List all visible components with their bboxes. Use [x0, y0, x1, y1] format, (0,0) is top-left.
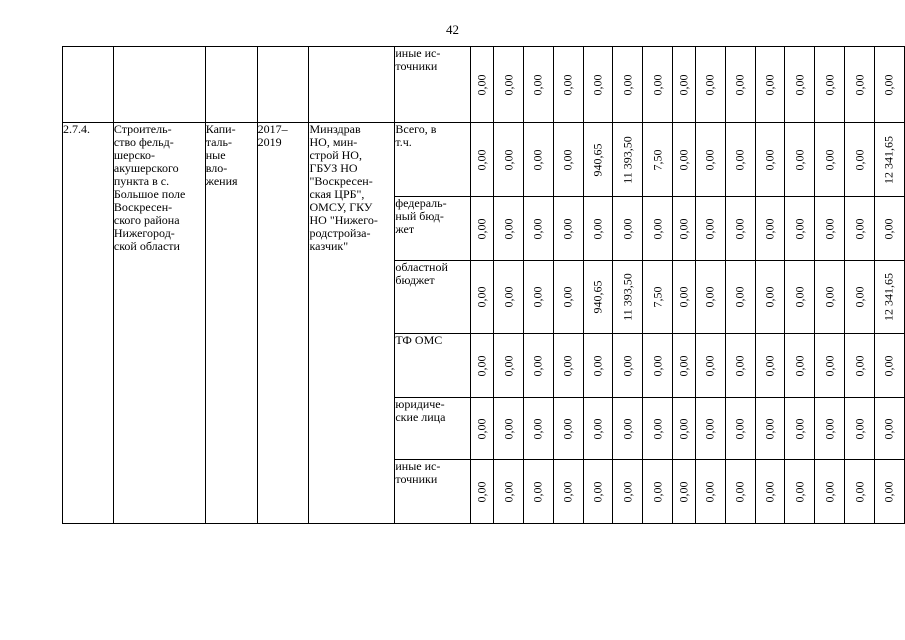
value-text: 0,00: [732, 149, 747, 170]
value-cell: [494, 460, 524, 524]
value-cell: [583, 261, 613, 334]
value-text: 0,00: [732, 74, 747, 95]
value-cell: [553, 334, 583, 398]
empty-cell: [113, 47, 205, 123]
value-cell: [613, 261, 643, 334]
value-text: 0,00: [702, 149, 717, 170]
value-cell: [471, 261, 494, 334]
value-cell: [755, 261, 785, 334]
value-cell: [673, 334, 696, 398]
value-text: 0,00: [762, 218, 777, 239]
value-cell: [643, 123, 673, 197]
value-cell: [695, 47, 725, 123]
value-cell: [494, 398, 524, 460]
value-text: 0,00: [501, 218, 516, 239]
value-text: 0,00: [590, 218, 605, 239]
value-text: 0,00: [474, 218, 489, 239]
value-cell: [695, 261, 725, 334]
value-text: 0,00: [881, 355, 896, 376]
value-text: 0,00: [620, 355, 635, 376]
value-text: 0,00: [762, 286, 777, 308]
value-text: 0,00: [650, 481, 665, 502]
value-cell: [553, 460, 583, 524]
value-text: 0,00: [702, 481, 717, 502]
value-cell: [785, 261, 815, 334]
value-text: 0,00: [530, 218, 545, 239]
value-cell: [553, 261, 583, 334]
value-text: 0,00: [881, 418, 896, 439]
value-cell: [755, 460, 785, 524]
value-cell: [845, 334, 875, 398]
value-cell: [643, 261, 673, 334]
value-text: 11 393,50: [620, 273, 635, 321]
source-cell: федераль- ный бюд- жет: [395, 197, 471, 261]
value-text: 0,00: [620, 418, 635, 439]
value-cell: [785, 123, 815, 197]
value-cell: [494, 334, 524, 398]
value-text: 0,00: [474, 149, 489, 170]
value-text: 0,00: [852, 74, 866, 95]
value-cell: [815, 334, 845, 398]
value-text: 0,00: [474, 481, 489, 502]
value-text: 0,00: [650, 418, 665, 439]
value-cell: [643, 398, 673, 460]
value-cell: [471, 460, 494, 524]
source-cell: ТФ ОМС: [395, 334, 471, 398]
value-text: 0,00: [852, 218, 866, 239]
value-cell: [643, 47, 673, 123]
value-text: 0,00: [852, 355, 866, 376]
value-text: 12 341,65: [881, 135, 896, 184]
value-text: 0,00: [560, 286, 575, 308]
value-text: 0,00: [620, 481, 635, 502]
value-text: 0,00: [501, 286, 516, 308]
value-text: 0,00: [732, 286, 747, 308]
value-cell: [583, 123, 613, 197]
value-cell: [613, 334, 643, 398]
value-cell: [755, 398, 785, 460]
value-text: 0,00: [501, 74, 516, 95]
value-cell: [523, 460, 553, 524]
value-cell: [695, 398, 725, 460]
value-cell: [494, 197, 524, 261]
value-cell: [553, 398, 583, 460]
value-text: 0,00: [822, 74, 837, 95]
source-cell: иные ис- точники: [395, 47, 471, 123]
table-row: [63, 47, 905, 123]
value-cell: [845, 197, 875, 261]
value-cell: [785, 460, 815, 524]
value-text: 0,00: [590, 74, 605, 95]
value-text: 0,00: [650, 218, 665, 239]
value-text: 0,00: [762, 355, 777, 376]
value-cell: [673, 398, 696, 460]
value-text: 0,00: [702, 286, 717, 308]
item-period: 2017– 2019: [257, 123, 309, 524]
value-cell: [613, 197, 643, 261]
value-cell: [815, 460, 845, 524]
source-cell: юридиче- ские лица: [395, 398, 471, 460]
value-text: 0,00: [501, 481, 516, 502]
value-text: 0,00: [530, 74, 545, 95]
value-text: 0,00: [676, 418, 691, 439]
value-text: 0,00: [852, 149, 866, 170]
value-text: 0,00: [762, 149, 777, 170]
value-text: 0,00: [792, 481, 807, 502]
value-cell: [523, 334, 553, 398]
value-cell: [785, 47, 815, 123]
value-text: 0,00: [501, 418, 516, 439]
value-text: 0,00: [650, 355, 665, 376]
value-cell: [845, 261, 875, 334]
value-cell: [553, 123, 583, 197]
empty-cell: [309, 47, 395, 123]
value-text: 0,00: [560, 218, 575, 239]
value-cell: [845, 460, 875, 524]
value-text: 0,00: [474, 286, 489, 308]
value-cell: [815, 123, 845, 197]
value-cell: [553, 47, 583, 123]
value-cell: [673, 197, 696, 261]
item-name: Строитель- ство фельд- шерско- акушерского пункта в с. Большое поле Воскресен- ского района Нижегород- ской области: [113, 123, 205, 524]
value-text: 0,00: [474, 74, 489, 95]
value-text: 0,00: [822, 149, 837, 170]
value-text: 0,00: [762, 74, 777, 95]
value-cell: [613, 47, 643, 123]
value-text: 0,00: [501, 149, 516, 170]
value-text: 0,00: [650, 74, 665, 95]
value-cell: [695, 123, 725, 197]
value-cell: [583, 398, 613, 460]
value-text: 0,00: [732, 355, 747, 376]
value-text: 0,00: [560, 481, 575, 502]
value-cell: [755, 197, 785, 261]
value-text: 0,00: [474, 418, 489, 439]
value-text: 0,00: [881, 481, 896, 502]
page-number: 42: [446, 22, 459, 37]
value-cell: [874, 334, 904, 398]
value-cell: [785, 398, 815, 460]
value-cell: [845, 398, 875, 460]
value-cell: [471, 197, 494, 261]
value-cell: [471, 398, 494, 460]
value-cell: [725, 334, 755, 398]
value-cell: [725, 123, 755, 197]
table-row: [63, 123, 905, 197]
value-text: 0,00: [852, 481, 866, 502]
value-text: 0,00: [530, 355, 545, 376]
value-cell: [815, 261, 845, 334]
value-text: 0,00: [852, 286, 866, 308]
value-text: 0,00: [676, 481, 691, 502]
value-cell: [613, 460, 643, 524]
value-cell: [613, 398, 643, 460]
value-cell: [523, 197, 553, 261]
value-text: 0,00: [702, 418, 717, 439]
empty-cell: [63, 47, 114, 123]
value-cell: [785, 334, 815, 398]
value-cell: [695, 197, 725, 261]
value-text: 0,00: [792, 418, 807, 439]
value-text: 0,00: [732, 218, 747, 239]
value-cell: [673, 261, 696, 334]
value-text: 0,00: [530, 286, 545, 308]
value-cell: [874, 398, 904, 460]
value-text: 0,00: [792, 286, 807, 308]
value-text: 0,00: [762, 481, 777, 502]
value-cell: [523, 47, 553, 123]
financing-table: [62, 46, 905, 524]
value-cell: [874, 460, 904, 524]
value-text: 0,00: [676, 74, 691, 95]
value-cell: [874, 47, 904, 123]
value-text: 0,00: [881, 74, 896, 95]
value-cell: [643, 334, 673, 398]
value-text: 0,00: [590, 355, 605, 376]
value-text: 0,00: [530, 418, 545, 439]
value-cell: [673, 123, 696, 197]
value-text: 0,00: [822, 218, 837, 239]
value-cell: [695, 334, 725, 398]
value-text: 0,00: [676, 355, 691, 376]
value-cell: [725, 197, 755, 261]
value-cell: [673, 47, 696, 123]
value-cell: [815, 197, 845, 261]
value-text: 0,00: [702, 218, 717, 239]
value-cell: [523, 123, 553, 197]
value-text: 0,00: [702, 74, 717, 95]
value-text: 0,00: [676, 218, 691, 239]
value-text: 0,00: [822, 418, 837, 439]
value-text: 0,00: [762, 418, 777, 439]
value-text: 0,00: [702, 355, 717, 376]
value-cell: [725, 47, 755, 123]
value-cell: [523, 398, 553, 460]
value-cell: [815, 398, 845, 460]
value-text: 0,00: [590, 418, 605, 439]
value-text: 0,00: [676, 149, 691, 170]
value-cell: [471, 123, 494, 197]
value-cell: [523, 261, 553, 334]
value-cell: [845, 123, 875, 197]
value-cell: [755, 123, 785, 197]
value-cell: [845, 47, 875, 123]
value-cell: [583, 197, 613, 261]
item-type: Капи- таль- ные вло- жения: [205, 123, 257, 524]
value-text: 0,00: [792, 355, 807, 376]
value-text: 940,65: [590, 280, 605, 314]
value-text: 0,00: [560, 418, 575, 439]
value-cell: [494, 47, 524, 123]
empty-cell: [257, 47, 309, 123]
item-number: 2.7.4.: [63, 123, 114, 524]
value-cell: [471, 47, 494, 123]
item-executors: Минздрав НО, мин- строй НО, ГБУЗ НО "Воскресен- ская ЦРБ", ОМСУ, ГКУ НО "Нижего- родстройза- казчик": [309, 123, 395, 524]
empty-cell: [205, 47, 257, 123]
value-cell: [583, 47, 613, 123]
value-cell: [755, 334, 785, 398]
value-text: 0,00: [474, 355, 489, 376]
value-text: 0,00: [620, 74, 635, 95]
value-text: 0,00: [822, 286, 837, 308]
value-text: 0,00: [852, 418, 866, 439]
value-cell: [613, 123, 643, 197]
value-text: 0,00: [560, 74, 575, 95]
value-cell: [695, 460, 725, 524]
value-cell: [725, 398, 755, 460]
source-cell: Всего, в т.ч.: [395, 123, 471, 197]
value-text: 0,00: [620, 218, 635, 239]
value-cell: [874, 197, 904, 261]
value-cell: [471, 334, 494, 398]
value-text: 0,00: [792, 74, 807, 95]
value-text: 0,00: [501, 355, 516, 376]
value-text: 0,00: [792, 218, 807, 239]
value-cell: [494, 123, 524, 197]
value-cell: [725, 460, 755, 524]
value-text: 0,00: [530, 149, 545, 170]
value-text: 12 341,65: [881, 273, 896, 321]
value-cell: [494, 261, 524, 334]
source-cell: областной бюджет: [395, 261, 471, 334]
value-cell: [725, 261, 755, 334]
value-text: 0,00: [881, 218, 896, 239]
value-cell: [815, 47, 845, 123]
value-text: 0,00: [530, 481, 545, 502]
value-cell: [874, 123, 904, 197]
value-text: 0,00: [822, 481, 837, 502]
value-cell: [643, 460, 673, 524]
value-cell: [583, 334, 613, 398]
value-text: 0,00: [822, 355, 837, 376]
source-cell: иные ис- точники: [395, 460, 471, 524]
value-cell: [553, 197, 583, 261]
value-cell: [583, 460, 613, 524]
value-cell: [785, 197, 815, 261]
value-text: 0,00: [792, 149, 807, 170]
value-text: 0,00: [676, 286, 691, 308]
value-cell: [673, 460, 696, 524]
value-text: 0,00: [732, 418, 747, 439]
value-cell: [643, 197, 673, 261]
value-text: 0,00: [590, 481, 605, 502]
value-text: 940,65: [590, 143, 605, 176]
value-text: 0,00: [560, 149, 575, 170]
value-text: 11 393,50: [620, 135, 635, 184]
value-cell: [874, 261, 904, 334]
value-text: 7,50: [650, 286, 665, 308]
value-cell: [755, 47, 785, 123]
value-text: 0,00: [732, 481, 747, 502]
value-text: 0,00: [560, 355, 575, 376]
value-text: 7,50: [650, 149, 665, 170]
